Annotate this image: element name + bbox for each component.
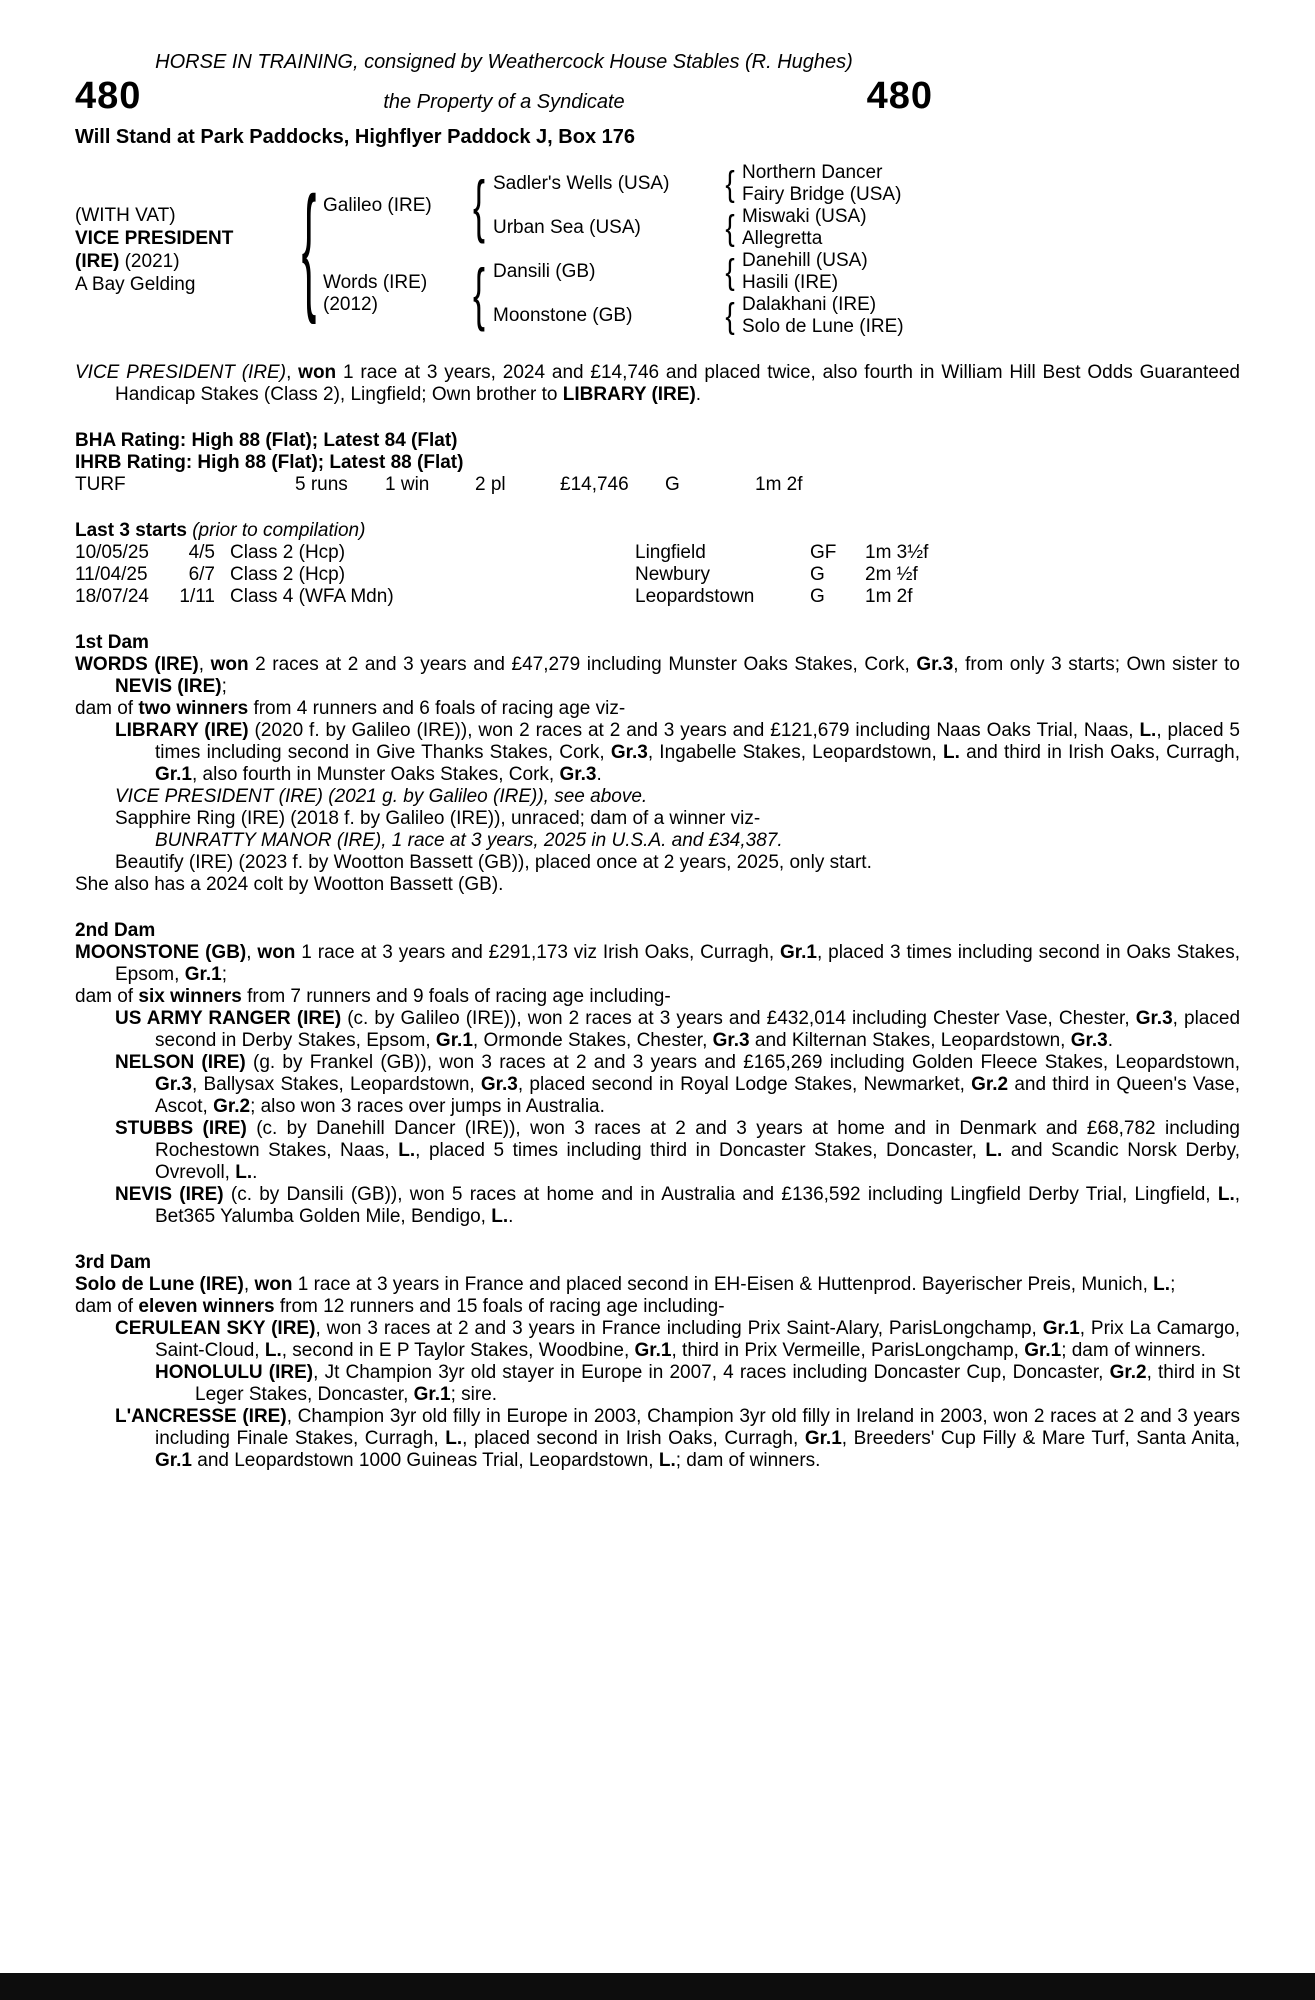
- start-distance: 2m ½f: [865, 564, 918, 585]
- pedigree-table: [75, 162, 1240, 338]
- pedigree-subject-block: [75, 204, 295, 296]
- vat-note: (WITH VAT): [75, 205, 176, 226]
- first-dam-section: [75, 632, 1240, 896]
- bha-rating-line: BHA Rating: High 88 (Flat); Latest 84 (Flat): [75, 430, 458, 451]
- turf-earnings: £14,746: [560, 474, 629, 495]
- great-grandparents-brace: [718, 173, 742, 195]
- start-going: G: [810, 564, 825, 585]
- stand-location-line: Will Stand at Park Paddocks, Highflyer Paddock J, Box 176: [75, 126, 635, 148]
- great-grandparent-name: Fairy Bridge (USA): [742, 184, 902, 205]
- first-dam-heading: 1st Dam: [75, 632, 149, 653]
- start-date: 10/05/25: [75, 542, 149, 563]
- second-dam-heading: 2nd Dam: [75, 920, 156, 941]
- entry-words: WORDS (IRE), won 2 races at 2 and 3 years and £47,279 including Munster Oaks Stakes, Cork, Gr.3, from only 3 starts; Own sister to NEVIS (IRE);: [75, 654, 1240, 697]
- start-class: Class 2 (Hcp): [230, 542, 346, 563]
- page-bottom-bar: [0, 1973, 1315, 2000]
- start-position: 4/5: [188, 542, 215, 563]
- start-row: [75, 586, 1240, 608]
- entry-cerulean-sky: CERULEAN SKY (IRE), won 3 races at 2 and 3 years in France including Prix Saint-Alary, ParisLongchamp, Gr.1, Prix La Camargo, Saint-Cloud, L., second in E P Taylor Stakes, Woodbine, Gr.1, third in Prix Vermeille, ParisLongchamp, Gr.1; dam of winners.: [115, 1318, 1240, 1361]
- consignor-line: HORSE IN TRAINING, consigned by Weathercock House Stables (R. Hughes): [155, 51, 853, 73]
- great-grandparents-brace: [718, 217, 742, 239]
- grandsire-name: Dansili (GB): [493, 261, 596, 282]
- entry-beautify: Beautify (IRE) (2023 f. by Wootton Bassett (GB)), placed once at 2 years, 2025, only start.: [115, 852, 872, 873]
- start-date: 11/04/25: [75, 564, 148, 585]
- third-dam-section: [75, 1252, 1240, 1472]
- sire-parents-brace: [465, 195, 493, 217]
- subject-horse-description: A Bay Gelding: [75, 274, 196, 295]
- entry-vice-president: VICE PRESIDENT (IRE) (2021 g. by Galileo (IRE)), see above.: [115, 786, 648, 807]
- entry-moonstone: MOONSTONE (GB), won 1 race at 3 years and £291,173 viz Irish Oaks, Curragh, Gr.1, placed 3 times including second in Oaks Stakes, Epsom, Gr.1;: [75, 942, 1240, 985]
- start-date: 18/07/24: [75, 586, 149, 607]
- race-record-paragraph: VICE PRESIDENT (IRE), won 1 race at 3 years, 2024 and £14,746 and placed twice, also fourth in William Hill Best Odds Guaranteed Handicap Stakes (Class 2), Lingfield; Own brother to LIBRARY (IRE).: [75, 362, 1240, 405]
- subject-horse-name: VICE PRESIDENT: [75, 228, 234, 249]
- turf-places: 2 pl: [475, 474, 506, 495]
- great-grandparents-brace: [718, 261, 742, 283]
- subject-horse-suffix: (IRE) (2021): [75, 251, 180, 272]
- entry-nevis: NEVIS (IRE) (c. by Dansili (GB)), won 5 races at home and in Australia and £136,592 including Lingfield Derby Trial, Lingfield, L., Bet365 Yalumba Golden Mile, Bendigo, L..: [115, 1184, 1241, 1227]
- ihrb-rating-line: IHRB Rating: High 88 (Flat); Latest 88 (Flat): [75, 452, 464, 473]
- ratings-block: [75, 430, 1240, 496]
- dam1-produce-intro: dam of two winners from 4 runners and 6 foals of racing age viz-: [75, 698, 626, 719]
- entry-us-army-ranger: US ARMY RANGER (IRE) (c. by Galileo (IRE)), won 2 races at 3 years and £432,014 including Chester Vase, Chester, Gr.3, placed second in Derby Stakes, Epsom, Gr.1, Ormonde Stakes, Chester, Gr.3 and Kilternan Stakes, Leopardstown, Gr.3.: [115, 1008, 1241, 1051]
- start-row: [75, 564, 1240, 586]
- turf-wins: 1 win: [385, 474, 430, 495]
- entry-nelson: NELSON (IRE) (g. by Frankel (GB)), won 3 races at 2 and 3 years and £165,269 including Golden Fleece Stakes, Leopardstown, Gr.3, Ballysax Stakes, Leopardstown, Gr.3, placed second in Royal Lodge Stakes, Newmarket, Gr.2 and third in Queen's Vase, Ascot, Gr.2; also won 3 races over jumps in Australia.: [115, 1052, 1241, 1117]
- entry-lancresse: L'ANCRESSE (IRE), Champion 3yr old filly in Europe in 2003, Champion 3yr old filly in Ireland in 2003, won 2 races at 2 and 3 years including Finale Stakes, Curragh, L., placed second in Irish Oaks, Curragh, Gr.1, Breeders' Cup Filly & Mare Turf, Santa Anita, Gr.1 and Leopardstown 1000 Guineas Trial, Leopardstown, L.; dam of winners.: [115, 1406, 1241, 1471]
- page-header: [75, 50, 933, 116]
- lot-number-left: 480: [75, 75, 142, 117]
- dam-block: [323, 272, 465, 316]
- start-distance: 1m 3½f: [865, 542, 929, 563]
- grandsire-name: Sadler's Wells (USA): [493, 173, 670, 194]
- lot-number-right: 480: [866, 75, 933, 117]
- dam-name: Words (IRE): [323, 272, 428, 293]
- dam-parents-brace: [465, 283, 493, 305]
- great-grandparent-name: Solo de Lune (IRE): [742, 316, 904, 337]
- great-grandparent-name: Allegretta: [742, 228, 823, 249]
- entry-honolulu: HONOLULU (IRE), Jt Champion 3yr old stayer in Europe in 2007, 4 races including Doncaster Cup, Doncaster, Gr.2, third in St Leger Stakes, Doncaster, Gr.1; sire.: [155, 1362, 1240, 1405]
- granddam-name: Moonstone (GB): [493, 305, 633, 326]
- turf-summary-row: [75, 474, 1240, 496]
- last-starts-heading: Last 3 starts (prior to compilation): [75, 520, 366, 541]
- entry-solo-de-lune: Solo de Lune (IRE), won 1 race at 3 years in France and placed second in EH-Eisen & Huttenprod. Bayerischer Preis, Munich, L.;: [75, 1274, 1176, 1295]
- start-position: 1/11: [179, 586, 215, 607]
- start-course: Leopardstown: [635, 586, 755, 607]
- turf-runs: 5 runs: [295, 474, 348, 495]
- third-dam-heading: 3rd Dam: [75, 1252, 152, 1273]
- second-dam-section: [75, 920, 1240, 1228]
- pedigree-main-brace: [295, 239, 323, 261]
- great-grandparent-name: Hasili (IRE): [742, 272, 839, 293]
- start-course: Newbury: [635, 564, 710, 585]
- start-class: Class 2 (Hcp): [230, 564, 346, 585]
- great-grandparents-brace: [718, 305, 742, 327]
- dam3-produce-intro: dam of eleven winners from 12 runners and 15 foals of racing age including-: [75, 1296, 725, 1317]
- granddam-name: Urban Sea (USA): [493, 217, 641, 238]
- start-class: Class 4 (WFA Mdn): [230, 586, 394, 607]
- entry-library: LIBRARY (IRE) (2020 f. by Galileo (IRE)), won 2 races at 2 and 3 years and £121,679 including Naas Oaks Trial, Naas, L., placed 5 times including second in Give Thanks Stakes, Cork, Gr.3, Ingabelle Stakes, Leopardstown, L. and third in Irish Oaks, Curragh, Gr.1, also fourth in Munster Oaks Stakes, Cork, Gr.3.: [115, 720, 1240, 785]
- turf-going: G: [665, 474, 680, 495]
- entry-stubbs: STUBBS (IRE) (c. by Danehill Dancer (IRE)), won 3 races at 2 and 3 years at home and in Denmark and £68,782 including Rochestown Stakes, Naas, L., placed 5 times including third in Doncaster Stakes, Doncaster, L. and Scandic Norsk Derby, Ovrevoll, L..: [115, 1118, 1240, 1183]
- start-position: 6/7: [188, 564, 215, 585]
- start-going: GF: [810, 542, 837, 563]
- start-distance: 1m 2f: [865, 586, 913, 607]
- turf-distance: 1m 2f: [755, 474, 803, 495]
- property-line: the Property of a Syndicate: [383, 91, 625, 113]
- entry-bunratty-manor: BUNRATTY MANOR (IRE), 1 race at 3 years, 2025 in U.S.A. and £34,387.: [155, 830, 783, 851]
- great-grandparent-name: Dalakhani (IRE): [742, 294, 877, 315]
- turf-label: TURF: [75, 474, 126, 495]
- entry-sapphire-ring: Sapphire Ring (IRE) (2018 f. by Galileo (IRE)), unraced; dam of a winner viz-: [115, 808, 761, 829]
- lot-line: [75, 76, 933, 116]
- dam1-additional-note: She also has a 2024 colt by Wootton Bassett (GB).: [75, 874, 504, 895]
- start-row: [75, 542, 1240, 564]
- sire-name: Galileo (IRE): [323, 195, 432, 216]
- great-grandparent-name: Northern Dancer: [742, 162, 883, 183]
- start-course: Lingfield: [635, 542, 706, 563]
- great-grandparent-name: Danehill (USA): [742, 250, 868, 271]
- dam2-produce-intro: dam of six winners from 7 runners and 9 foals of racing age including-: [75, 986, 671, 1007]
- dam-year: (2012): [323, 294, 378, 315]
- last-starts-block: [75, 520, 1240, 608]
- start-going: G: [810, 586, 825, 607]
- great-grandparent-name: Miswaki (USA): [742, 206, 867, 227]
